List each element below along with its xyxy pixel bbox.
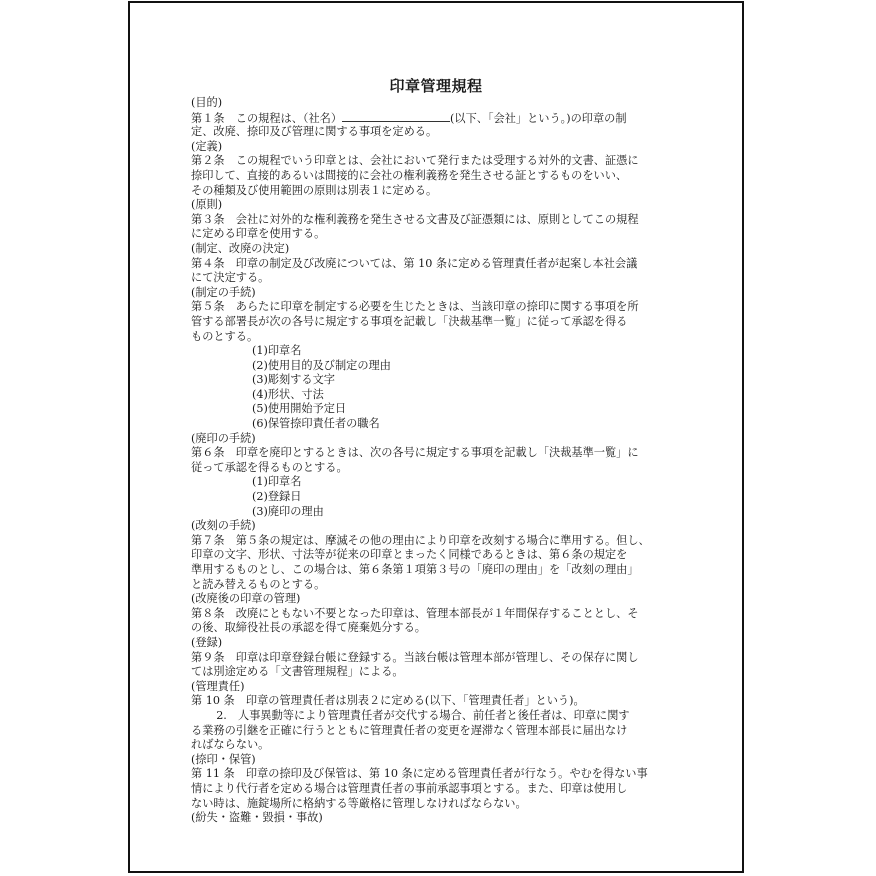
list-item: (3)廃印の理由 (252, 504, 324, 518)
list-item: (2)使用目的及び制定の理由 (252, 358, 391, 372)
paragraph-line: 従って承認を得るものとする。 (191, 460, 348, 474)
paragraph-line: 第８条 改廃にともない不要となった印章は、管理本部長が１年間保存することとし、そ (191, 606, 639, 620)
paragraph-line: 第 11 条 印章の捺印及び保管は、第 10 条に定める管理責任者が行なう。やむを得ない事 (191, 767, 648, 781)
paragraph-line: 第５条 あらたに印章を制定する必要を生じたときは、当該印章の捺印に関する事項を所 (191, 300, 639, 314)
paragraph-line: 第９条 印章は印章登録台帳に登録する。当該台帳は管理本部が管理し、その保存に関し (191, 650, 639, 664)
section-heading: (改廃後の印章の管理) (191, 592, 301, 606)
paragraph-line: 定、改廃、捺印及び管理に関する事項を定める。 (191, 125, 438, 139)
list-item: (4)形状、寸法 (252, 387, 324, 401)
paragraph-text: (以下、「会社」という。)の印章の制 (450, 111, 627, 125)
document-page (128, 1, 744, 873)
paragraph-line: の後、取締役社長の承認を得て廃棄処分する。 (191, 621, 426, 635)
paragraph-line: 捺印して、直接的あるいは間接的に会社の権利義務を発生させる証とするものをいい、 (191, 168, 628, 182)
list-item: (2)登録日 (252, 490, 302, 504)
paragraph-line: と読み替えるものとする。 (191, 577, 326, 591)
paragraph-line: に定める印章を使用する。 (191, 227, 326, 241)
document-body (191, 96, 701, 826)
list-item: (1)印章名 (252, 344, 302, 358)
section-heading: (定義) (191, 139, 223, 153)
paragraph-line: ない時は、施錠場所に格納する等厳格に管理しなければならない。 (191, 796, 527, 810)
paragraph-line: ればならない。 (191, 738, 270, 752)
paragraph-line: 第 10 条 印章の管理責任者は別表２に定める(以下、「管理責任者」という)。 (191, 694, 585, 708)
paragraph-line: 準用するものとし、この場合は、第６条第１項第３号の「廃印の理由」を「改刻の理由」 (191, 563, 639, 576)
paragraph-line: 2. 人事異動等により管理責任者が交代する場合、前任者と後任者は、印章に関す (205, 708, 630, 722)
document-title: 印章管理規程 (389, 77, 483, 95)
paragraph-line: 管する部署長が次の各号に規定する事項を記載し「決裁基準一覧」に従って承認を得る (191, 314, 628, 328)
section-heading: (紛失・盗難・毀損・事故) (191, 811, 323, 825)
paragraph-line: 第３条 会社に対外的な権利義務を発生させる文書及び証憑類には、原則としてこの規程 (191, 212, 639, 226)
paragraph-line: る業務の引継を正確に行うとともに管理責任者の変更を遅滞なく管理本部長に届出なけ (191, 723, 628, 737)
paragraph-line: にて決定する。 (191, 271, 270, 285)
section-heading: (改刻の手続) (191, 519, 256, 533)
paragraph-line: 第６条 印章を廃印とするときは、次の各号に規定する事項を記載し「決裁基準一覧」に (191, 446, 639, 460)
list-item: (3)彫刻する文字 (252, 373, 335, 387)
section-heading: (目的) (191, 96, 223, 109)
section-heading: (制定、改廃の決定) (191, 241, 290, 255)
paragraph-line: 印章の文字、形状、寸法等が従来の印章とまったく同様であるときは、第６条の規定を (191, 548, 628, 562)
section-heading: (管理責任) (191, 679, 245, 693)
paragraph-line: ては別途定める「文書管理規程」による。 (191, 665, 404, 679)
paragraph-line: 情により代行者を定める場合は管理責任者の事前承認事項とする。また、印章は使用し (191, 781, 628, 795)
section-heading: (原則) (191, 198, 223, 212)
list-item: (6)保管捺印責任者の職名 (252, 417, 380, 431)
paragraph-text: 第１条 この規程は、（社名） (191, 111, 343, 125)
section-heading: (制定の手続) (191, 285, 256, 299)
section-heading: (登録) (191, 635, 223, 649)
section-heading: (捺印・保管) (191, 752, 256, 766)
paragraph-line: その種類及び使用範囲の原則は別表１に定める。 (191, 183, 438, 197)
company-name-blank (342, 111, 450, 122)
list-item: (1)印章名 (252, 475, 302, 489)
paragraph-line (191, 111, 701, 126)
list-item: (5)使用開始予定日 (252, 402, 347, 416)
paragraph-line: 第４条 印章の制定及び改廃については、第 10 条に定める管理責任者が起案し本社会議 (191, 256, 638, 270)
section-heading: (廃印の手続) (191, 431, 256, 445)
paragraph-line: ものとする。 (191, 329, 259, 343)
paragraph-line: 第２条 この規程でいう印章とは、会社において発行または受理する対外的文書、証憑に (191, 154, 639, 168)
paragraph-line: 第７条 第５条の規定は、摩滅その他の理由により印章を改刻する場合に準用する。但し、 (191, 533, 650, 547)
